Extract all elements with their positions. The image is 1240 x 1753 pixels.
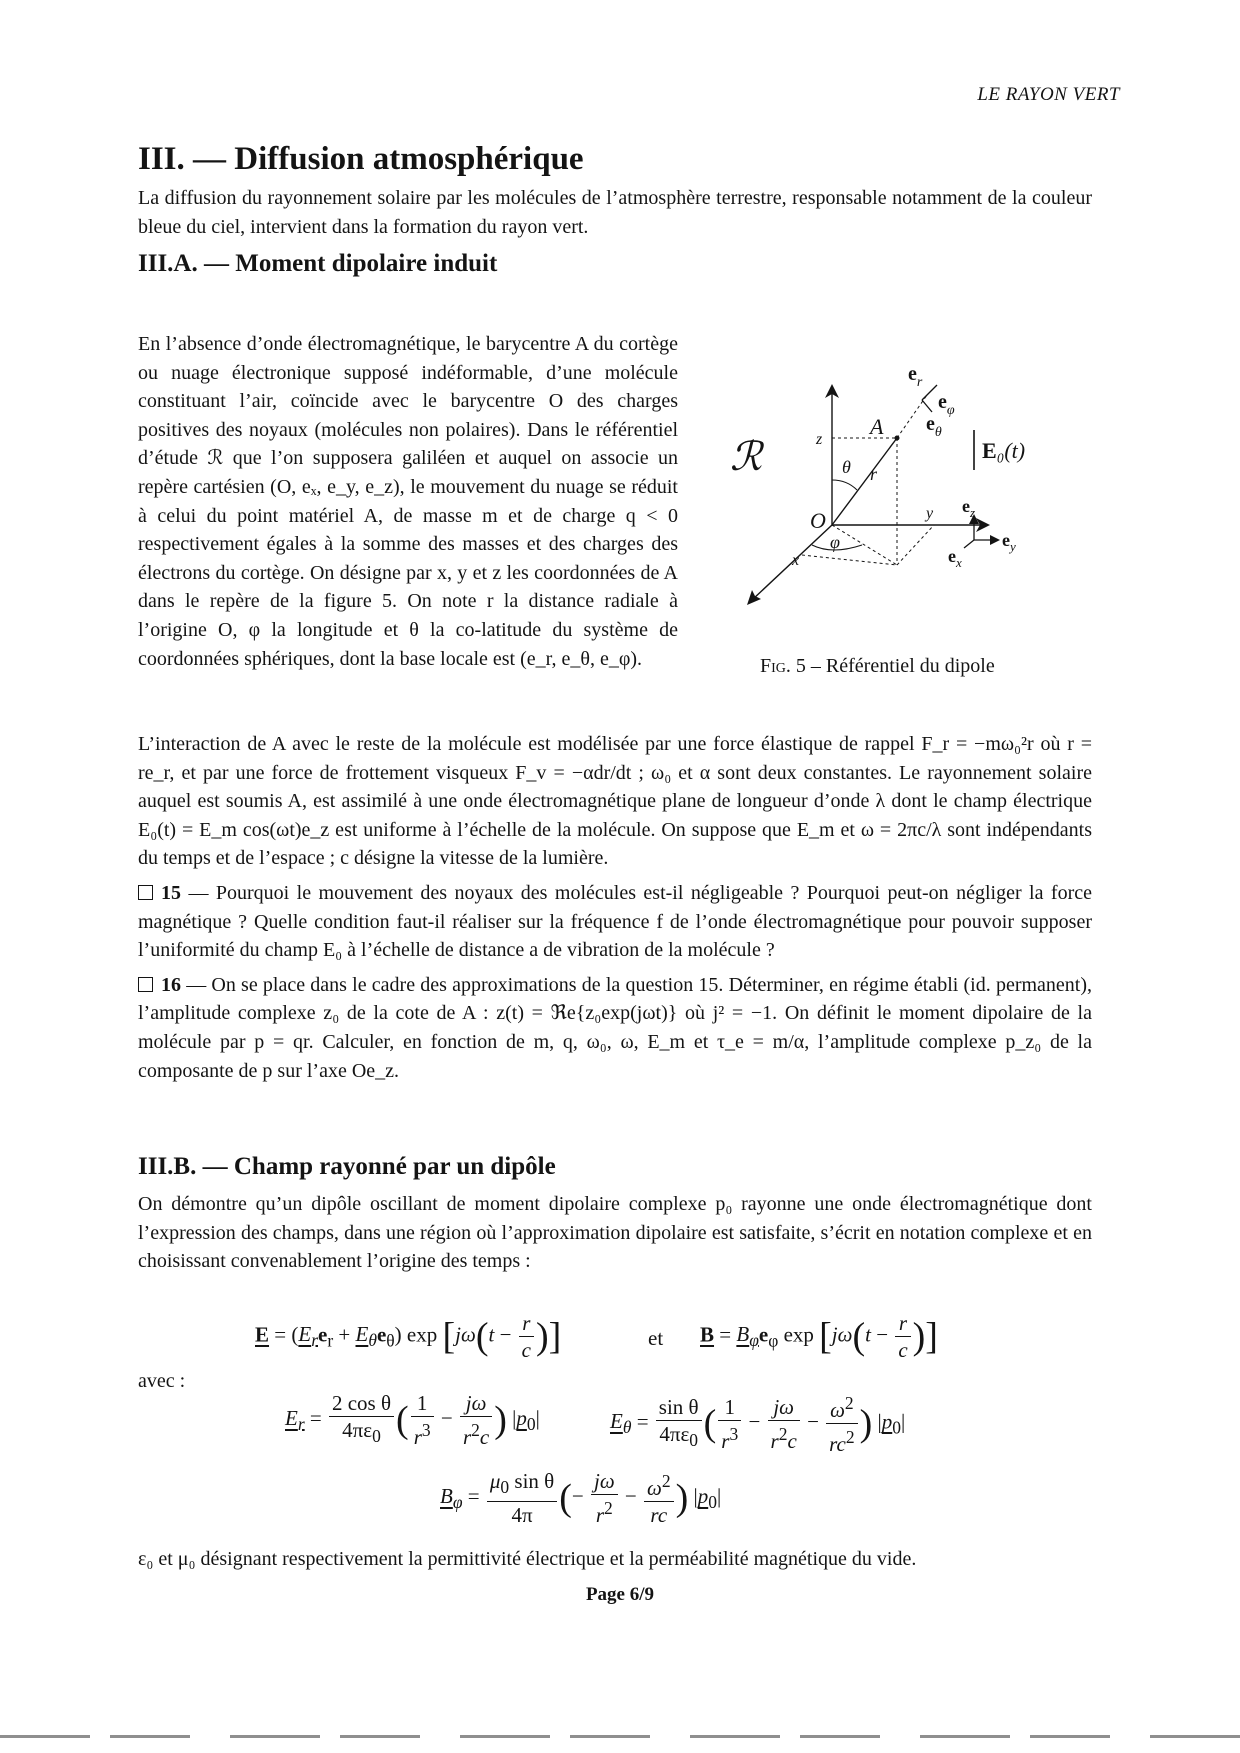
closing-sentence: ε₀ et μ₀ désignant respectivement la permittivité électrique et la perméabilité magnétique du vide. <box>138 1548 917 1570</box>
projection-y <box>897 525 934 565</box>
closing-block <box>138 1545 1092 1574</box>
label-triad-ez: $e_z$ <box>962 496 976 520</box>
triad-ex <box>964 540 974 548</box>
label-ephi: $e_\varphi$ <box>938 391 955 418</box>
label-triad-ex: $e_x$ <box>948 546 962 570</box>
ephi-vector <box>922 385 937 400</box>
figure-caption <box>760 655 995 678</box>
theta-arc <box>832 480 857 490</box>
question-16-text: — On se place dans le cadre des approximations de la question 15. Déterminer, en régime établi (id. permanent), l’amplitude complexe z₀ de la cote de A : z(t) = ℜe{z₀exp(jωt)} où j² = −1. On définit le moment dipolaire de la molécule par p = qr. Calculer, en fonction de m, q, ω₀, ω, E_m et τ_e = m/α, l’amplitude complexe p_z₀ de la composante de p sur l’axe Oe_z. <box>138 973 1093 1082</box>
equation-Bphi: $B_\varphi$ = $\frac{\mu_0 \sin \theta}{4\pi}$ (− $\frac{j\omega}{r^2}$ − $\frac{\omega^2}{rc}$ ) $|p_0|$ <box>440 1469 722 1527</box>
label-r: r <box>870 464 878 484</box>
projection-ground <box>832 525 897 565</box>
question-16 <box>138 971 1092 1085</box>
subsection-a-title: III.A. — Moment dipolaire induit <box>138 250 498 278</box>
label-etheta: $e_\theta$ <box>926 413 942 440</box>
caption-prefix: Fig. 5 <box>760 655 806 677</box>
projection-x <box>802 555 897 565</box>
section-title: III. — Diffusion atmosphérique <box>138 141 584 177</box>
subsection-a-para1-block <box>138 330 678 673</box>
question-15 <box>138 879 1092 965</box>
subsection-b <box>138 1152 1092 1276</box>
label-er: $e_r$ <box>908 363 923 390</box>
etheta-vector <box>922 400 932 412</box>
equation-B-field: $B = B_\varphi e_\varphi$ exp [jω(t − $\frac{r}{c}$ )] <box>700 1311 938 1362</box>
caption-text: – Référentiel du dipole <box>805 655 995 677</box>
label-point-A: A <box>870 414 884 439</box>
label-phi: φ <box>830 532 840 552</box>
scan-edge-line <box>0 1735 1240 1738</box>
dipole-frame-diagram <box>712 340 1082 640</box>
avec-label: avec : <box>138 1370 186 1392</box>
label-x: x <box>792 552 800 569</box>
subsection-a-para2: L’interaction de A avec le reste de la molécule est modélisée par une force élastique de rappel F_r = −mω₀²r où r = re_r, et par une force de frottement visqueux F_v = −αdr/dt ; ω₀ et α sont deux constantes. Le rayonnement solaire auquel est soumis A, est assimilé à une onde électromagnétique plane de longueur d’onde λ dont le champ électrique E₀(t) = E_m cos(ωt)e_z est uniforme à l’échelle de la molécule. On suppose que E_m et ω = 2πc/λ sont indépendants du temps et de l’espace ; c désigne la vitesse de la lumière. <box>138 733 1093 870</box>
subsection-a-body <box>138 730 1092 1085</box>
equation-Er: $E_r$ = $\frac{\text{2 cos θ}}{4\pi\varepsilon_0}$ ( $\frac{1}{r^3}$ − $\frac{j\omega}{r^2c}$ ) $|p_0|$ <box>285 1391 540 1449</box>
section-intro: La diffusion du rayonnement solaire par les molécules de l’atmosphère terrestre, responsable notamment de la couleur bleue du ciel, intervient dans la formation du rayon vert. <box>138 187 1092 238</box>
subsection-a-para1: En l’absence d’onde électromagnétique, le barycentre A du cortège ou nuage électronique supposé indéformable, d’une molécule constituant l’air, coïncide avec le barycentre O des charges positives des noyaux (molécules non polaires). Dans le référentiel d’étude ℛ que l’on supposera galiléen et auquel on associe un repère cartésien (O, eₓ, e_y, e_z), le mouvement du nuage se réduit à celui du point matériel A, de masse m et de charge q < 0 respectivement égales à la somme des masses et des charges des électrons du cortège. On désigne par x, y et z les coordonnées de A dans le repère de la figure 5. On note r la distance radiale à l’origine O, φ la longitude et θ la co-latitude du système de coordonnées sphériques, dont la base locale est (e_r, e_θ, e_φ). <box>138 333 678 670</box>
subsection-b-title: III.B. — Champ rayonné par un dipôle <box>138 1153 556 1180</box>
section-III <box>138 140 1092 279</box>
equation-E-field: $E = (E_re_r + E_\theta e_\theta)$ exp [jω(t − $\frac{r}{c}$ )] <box>255 1311 562 1362</box>
question-16-number: 16 <box>161 973 181 996</box>
and-word: et <box>648 1326 664 1350</box>
label-z: z <box>816 431 823 448</box>
figure-5 <box>712 340 1082 680</box>
x-axis-arrowhead <box>747 590 761 605</box>
label-frame: ℛ <box>730 434 762 479</box>
label-field: E₀(t) <box>982 438 1026 463</box>
label-theta: θ <box>842 457 851 477</box>
subsection-b-para: On démontre qu’un dipôle oscillant de moment dipolaire complexe p₀ rayonne une onde électromagnétique dont l’expression des champs, dans une région où l’approximation dipolaire est satisfaite, s’écrit en notation complexe et en choisissant convenablement l’origine des temps : <box>138 1193 1092 1273</box>
question-15-text: — Pourquoi le mouvement des noyaux des molécules est-il négligeable ? Pourquoi peut-on négliger la force magnétique ? Quelle condition faut-il réaliser sur la fréquence f de l’onde électromagnétique pour pouvoir supposer l’uniformité du champ E₀ à l’échelle de distance a de vibration de la molécule ? <box>138 881 1092 962</box>
question-16-checkbox-icon <box>138 977 153 992</box>
triad-ey-arrowhead <box>990 535 1000 545</box>
equation-Etheta: $E_\theta$ = $\frac{\text{sin θ}}{4\pi\varepsilon_0}$ ( $\frac{1}{r^3}$ − $\frac{j\omega}{r^2c}$ − $\frac{\omega^2}{rc^2}$ ) $|p_0|$ <box>610 1390 905 1457</box>
question-15-checkbox-icon <box>138 885 153 900</box>
label-triad-ey: $e_y$ <box>1002 530 1016 554</box>
running-title: LE RAYON VERT <box>977 84 1120 105</box>
question-15-number: 15 <box>161 881 181 904</box>
label-y: y <box>926 505 934 522</box>
page-number: Page 6/9 <box>585 1584 655 1605</box>
label-origin: O <box>810 508 826 533</box>
